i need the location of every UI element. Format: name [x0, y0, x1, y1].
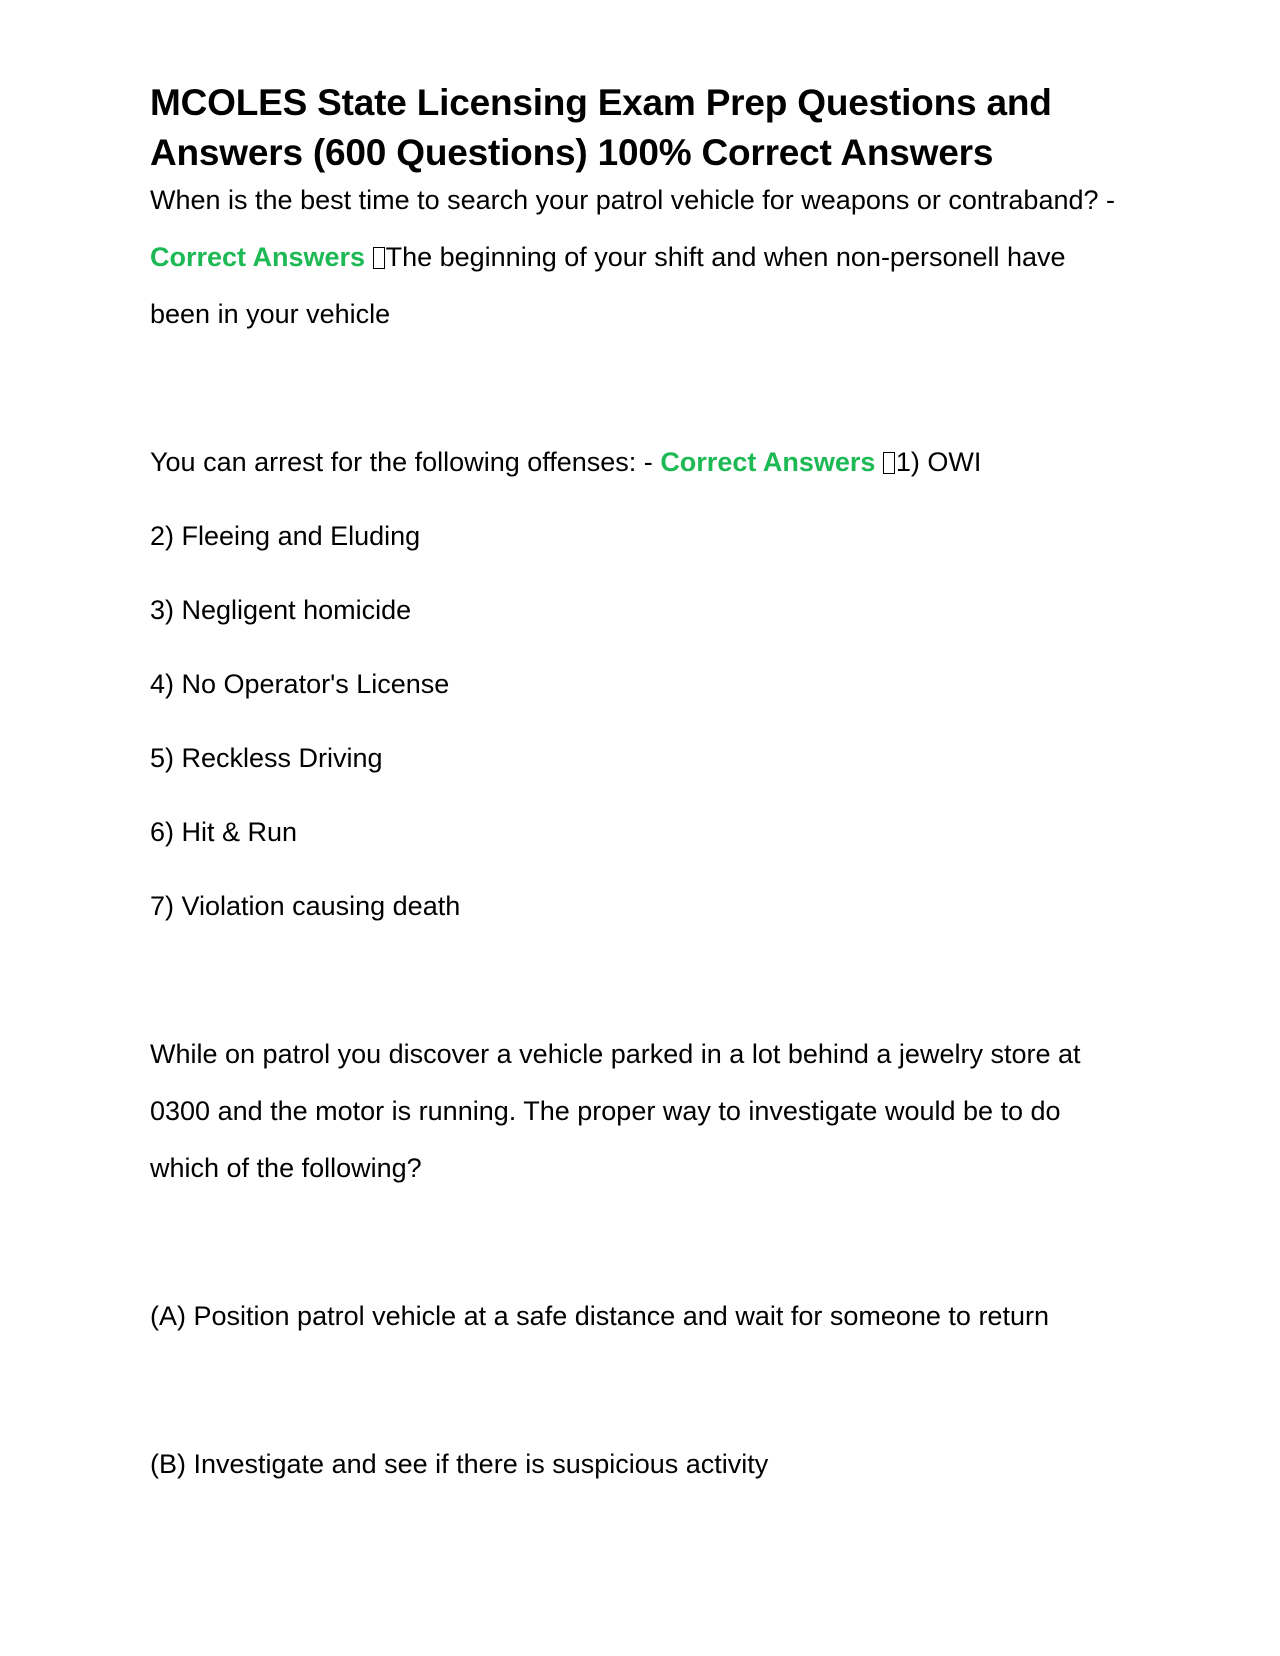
list-item: 2) Fleeing and Eluding	[150, 521, 421, 551]
list-item: 6) Hit & Run	[150, 817, 298, 847]
spacer	[150, 1197, 1130, 1288]
answer-2-first: 1) OWI	[895, 447, 982, 477]
list-item: 7) Violation causing death	[150, 891, 461, 921]
question-2	[150, 434, 1130, 491]
question-1-text: When is the best time to search your patrol vehicle for weapons or contraband? -	[150, 185, 1115, 215]
list-item: 5) Reckless Driving	[150, 743, 383, 773]
document-title: MCOLES State Licensing Exam Prep Questions and Answers (600 Questions) 100% Correct Answers	[150, 82, 1052, 173]
missing-glyph-icon	[883, 452, 895, 474]
option-b: (B) Investigate and see if there is suspicious activity	[150, 1449, 769, 1479]
document-page	[150, 78, 1130, 1493]
spacer	[150, 1345, 1130, 1436]
correct-answers-label: Correct Answers	[150, 242, 366, 272]
list-item: 3) Negligent homicide	[150, 595, 412, 625]
correct-answers-label: Correct Answers	[660, 447, 876, 477]
list-item: 4) No Operator's License	[150, 669, 450, 699]
missing-glyph-icon	[373, 247, 385, 269]
question-1	[150, 172, 1130, 343]
spacer	[150, 343, 1130, 434]
option-a: (A) Position patrol vehicle at a safe distance and wait for someone to return	[150, 1301, 1049, 1331]
question-2-text: You can arrest for the following offenses: -	[150, 447, 661, 477]
spacer	[150, 952, 1130, 1026]
question-3: While on patrol you discover a vehicle parked in a lot behind a jewelry store at 0300 and the motor is running. The proper way to investigate would be to do which of the following?	[150, 1039, 1081, 1183]
answer-1-text: The beginning of your shift and when non-personell have been in your vehicle	[150, 242, 1066, 329]
